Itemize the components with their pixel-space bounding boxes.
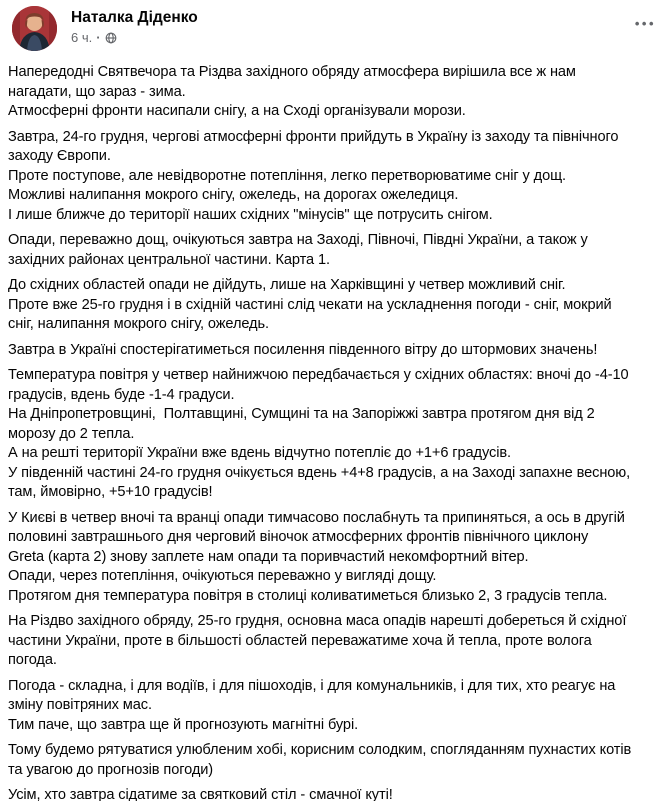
post-text-line: погода. xyxy=(8,652,57,668)
post-text-line: Температура повітря у четвер найнижчою передбачається у східних областях: вночі до -4-10 xyxy=(8,367,629,383)
post-text-line: Опади, через потепління, очікуються переважно у вигляді дощу. xyxy=(8,568,437,584)
post-meta xyxy=(71,31,198,45)
post-text-line: У Києві в четвер вночі та вранці опади тимчасово послабнуть та припиняться, а ось в другій xyxy=(8,509,625,526)
post-text-line: Проте поступове, але невідворотне потепління, легко перетворюватиме сніг у дощ. xyxy=(8,167,566,184)
post-text-line: зміну повітряних мас. xyxy=(8,697,152,713)
header-text xyxy=(71,6,198,45)
post-text-line: Завтра, 24-го грудня, чергові атмосферні фронти прийдуть в Україну із заходу та північного xyxy=(8,128,619,145)
avatar[interactable] xyxy=(12,6,57,51)
post-text-line: половині завтрашнього дня черговий віночок атмосферних фронтів північного циклону xyxy=(8,529,589,545)
avatar-image xyxy=(12,6,57,51)
author-name[interactable]: Наталка Діденко xyxy=(71,9,198,26)
post-paragraph xyxy=(8,786,664,801)
post-text-line: А на решті території України вже вдень відчутно потепліє до +1+6 градусів. xyxy=(8,445,511,461)
post-text-line: Напередодні Святвечора та Різдва західного обряду атмосфера вирішила все ж нам xyxy=(8,64,576,80)
meta-separator: · xyxy=(96,30,101,45)
post-text-line: та увагою до прогнозів погоди) xyxy=(8,761,214,778)
post-text-line: Greta (карта 2) знову заплете нам опади та поривчастий некомфортний вітер. xyxy=(8,548,529,565)
post-paragraph xyxy=(8,128,664,226)
post-paragraph xyxy=(8,276,664,335)
post-text-line: морозу до 2 тепла. xyxy=(8,425,135,442)
post-text-line: У південній частині 24-го грудня очікується вдень +4+8 градусів, а на Заході запахне весною, xyxy=(8,464,631,481)
post-paragraph xyxy=(8,677,664,736)
post-text-line: нагадати, що зараз - зима. xyxy=(8,83,186,100)
post-text-line: Погода - складна, і для водіїв, і для пішоходів, і для комунальників, і для тих, хто реагує на xyxy=(8,677,616,694)
post-text-line: На Дніпропетровщині, Полтавщині, Сумщині та на Запоріжжі завтра протягом дня від 2 xyxy=(8,406,595,422)
post-text-line: сніг, налипання мокрого снігу, ожеледь. xyxy=(8,316,269,332)
post-paragraph xyxy=(8,509,664,607)
post-text-line: Можливі налипання мокрого снігу, ожеледь, на дорогах ожеледиця. xyxy=(8,187,459,203)
post-text-line: Тому будемо рятуватися улюбленим хобі, корисним солодким, спогляданням пухнастих котів xyxy=(8,742,632,758)
post-text-line: там, ймовірно, +5+10 градусів! xyxy=(8,484,213,500)
post-text-line: На Різдво західного обряду, 25-го грудня, основна маса опадів нарешті добереться й східної xyxy=(8,613,627,629)
post-paragraph xyxy=(8,231,664,270)
post-paragraph xyxy=(8,366,664,503)
post-text-line: градусів, вдень буде -1-4 градуси. xyxy=(8,386,235,403)
post-text-line: Тим паче, що завтра ще й прогнозують магнітні бурі. xyxy=(8,716,359,733)
post-text-line: Завтра в Україні спостерігатиметься посилення південного вітру до штормових значень! xyxy=(8,341,598,358)
post-text-line: І лише ближче до території наших східних "мінусів" ще потрусить снігом. xyxy=(8,206,493,223)
post-text-line: Усім, хто завтра сідатиме за святковий стіл - смачної куті! xyxy=(8,787,393,801)
post-text-line: Атмосферні фронти насипали снігу, а на Сході організували морози. xyxy=(8,103,466,119)
post-text-line: До східних областей опади не дійдуть, лише на Харківщині у четвер можливий сніг. xyxy=(8,277,566,293)
post-text-line: частини України, проте в більшості областей переважатиме хоча й тепла, проте волога xyxy=(8,632,592,649)
post-text-line: Проте вже 25-го грудня і в східній частині слід чекати на ускладнення погоди - сніг, мокрий xyxy=(8,296,612,313)
timestamp[interactable]: 6 ч. xyxy=(71,30,93,45)
post-text-line: західних районах центральної частини. Карта 1. xyxy=(8,251,330,268)
post-paragraph xyxy=(8,341,664,361)
globe-icon xyxy=(105,32,117,44)
post-paragraph xyxy=(8,63,664,122)
post-header xyxy=(0,0,672,58)
post-text-line: Опади, переважно дощ, очікуються завтра на Заході, Півночі, Півдні України, а також у xyxy=(8,232,588,248)
post-text-line: Протягом дня температура повітря в столиці коливатиметься близько 2, 3 градусів тепла. xyxy=(8,587,608,604)
post-text-line: заходу Європи. xyxy=(8,148,111,164)
post-paragraph xyxy=(8,612,664,671)
more-options-button[interactable]: ••• xyxy=(634,16,656,31)
post-body xyxy=(0,58,672,801)
post-paragraph xyxy=(8,741,664,780)
